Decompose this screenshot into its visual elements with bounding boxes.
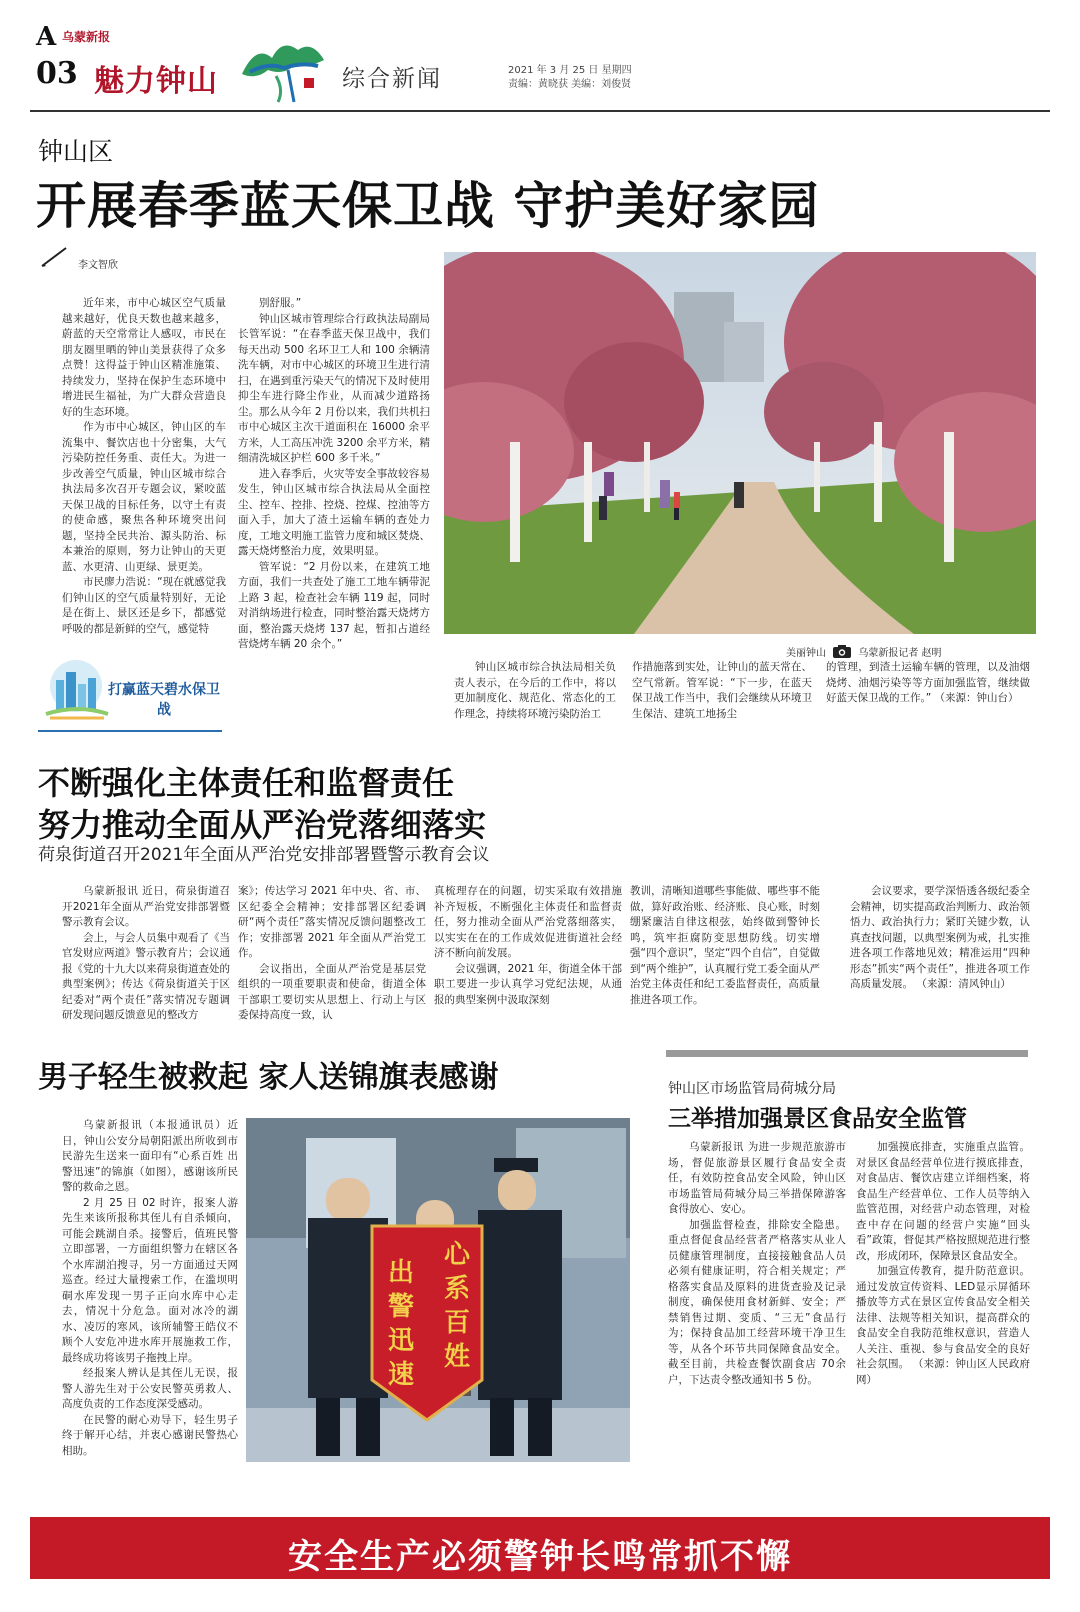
article4-kicker: 钟山区市场监管局荷城分局 [668, 1081, 836, 1097]
article4-headline: 三举措加强景区食品安全监管 [668, 1106, 967, 1132]
article1-headline: 开展春季蓝天保卫战 守护美好家园 [36, 177, 820, 235]
paragraph: 会议指出，全面从严治党是基层党组织的一项重要职责和使命，街道全体干部职工要切实从思想上、行动上与区委保持高度一致，认 [238, 962, 426, 1021]
date-line: 2021 年 3 月 25 日 星期四 [508, 65, 632, 76]
article1-kicker: 钟山区 [38, 137, 114, 166]
paragraph: 案》；传达学习 2021 年中央、省、市、区纪委全会精神；安排部署区纪委调研“两个责任”落实情况反馈问题整改工作；安排部署 2021 年全面从严治党工作。 [238, 885, 426, 959]
paragraph: 教训，清晰知道哪些事能做、哪些事不能做，算好政治账、经济账、良心账，时刻绷紧廉洁自律这根弦，始终做到警钟长鸣，筑牢拒腐防变思想防线。切实增强“四个意识”，坚定“四个自信”，自觉做到“两个维护”，认真履行党工委全面从严治党主体责任和纪工委监督责任，高质量推进各项工作。 [630, 885, 820, 1006]
article2-col2 [238, 884, 426, 1034]
article2-col4 [630, 884, 820, 1034]
editor-line: 责编：黄晓获 美编：刘俊贤 [508, 79, 632, 90]
paragraph: 会上，与会人员集中观看了《当官发财应两道》警示教育片；会议通报《党的十九大以来荷泉街道查处的典型案例》；传达《荷泉街道关于区纪委对“两个责任”落实情况专题调研发现问题反馈意见的整改方 [62, 931, 230, 1021]
paragraph: 管军说：“2 月份以来，在建筑工地方面，我们一共查处了施工工地车辆带泥上路 3 起，检查社会车辆 119 起，同时对消纳场进行检查，同时整治露天烧烤方面，整治露天烧烤 137 起，暂扣占道经营烧烤车辆 20 余个。” [238, 560, 430, 650]
paragraph: 进入春季后，火灾等安全事故较容易发生，钟山区城市综合执法局从全面控尘、控车、控排、控烧、控煤、控油等方面入手，加大了渣土运输车辆的查处力度，工地文明施工监管力度和城区焚烧、露天烧烤整治力度，效果明显。 [238, 467, 430, 557]
masthead-rule [30, 110, 1050, 112]
section-name: 综合新闻 [342, 66, 442, 92]
paragraph: 钟山区城市综合执法局相关负责人表示，在今后的工作中，将以更加制度化、规范化、常态化的工作理念，持续将环境污染防治工 [454, 661, 616, 720]
paragraph: 市民廖力浩说：“现在就感觉我们钟山区的空气质量特别好，无论是在街上、景区还是乡下，都感觉呼吸的都是新鲜的空气，感觉特 [62, 576, 226, 635]
photo-caption [786, 644, 942, 659]
article1-col1 [62, 296, 226, 641]
paragraph: 经报案人辨认是其侄儿无误，报警人游先生对于公安民警英勇救人、高度负责的工作态度深受感动。 [62, 1367, 238, 1410]
article1-col2 [238, 296, 430, 722]
page-title: 魅力钟山 [94, 64, 218, 99]
paragraph: 真梳理存在的问题，切实采取有效措施补齐短板，不断强化主体责任和监督责任，努力推动全面从严治党落细落实，以实实在在的工作成效促进街道社会经济不断向前发展。 [434, 885, 622, 959]
mountain-logo-icon [238, 24, 330, 106]
paragraph: 钟山区城市管理综合行政执法局副局长管军说：“在春季蓝天保卫战中，我们每天出动 500 名环卫工人和 100 余辆清洗车辆，对市中心城区的环境卫生进行清扫，在遇到重污染天气的情况下及时使用抑尘车进行降尘作业，从而减少道路扬尘。那么从今年 2 月份以来，我们共机扫市中心城区主次干道面积在 16000 余平方米，人工高压冲洗 3200 余平方米，精细清洗城区护栏 600 多千米。” [238, 312, 430, 464]
paragraph: 近年来，市中心城区空气质量越来越好，优良天数也越来越多，蔚蓝的天空常常让人感叹，市民在朋友圈里晒的钟山美景获得了众多点赞！这得益于钟山区精准施策、持续发力，坚持在保护生态环境中增进民生福祉，为广大群众营造良好的生态环境。 [62, 297, 226, 418]
cherry-blossom-park-photo [444, 252, 1036, 634]
article1-col4 [632, 660, 812, 732]
badge-label: 打赢蓝天碧水保卫战 [108, 682, 220, 718]
article2-col5 [850, 884, 1030, 1034]
article4-col2 [856, 1140, 1030, 1500]
issue-meta [508, 64, 632, 92]
police-pennant-photo [246, 1118, 630, 1462]
article4-col1 [668, 1140, 846, 1500]
paragraph: 作措施落到实处，让钟山的蓝天常在、空气常新。管军说：“下一步，在蓝天保卫战工作当中，我们会继续从环境卫生保洁、建筑工地扬尘 [632, 661, 812, 720]
page-letter: A [36, 22, 57, 52]
pennant-right-line: 心系百姓 [443, 1240, 470, 1372]
article4-top-bar [666, 1050, 1028, 1057]
paragraph: 在民警的耐心劝导下，轻生男子终于解开心结，并衷心感谢民警热心相助。 [62, 1413, 238, 1457]
article3-headline: 男子轻生被救起 家人送锦旗表感谢 [38, 1060, 499, 1095]
footer-banner [30, 1517, 1050, 1579]
paragraph: 加强摸底排查，实施重点监管。对景区食品经营单位进行摸底排查，对食品店、餐饮店建立详细档案，将食品生产经营单位、工作人员等纳入监管范围，对经营户动态管理，对检查中存在问题的经营户实施“回头看”政策，督促其严格按照规范进行整改，形成闭环，保障景区食品安全。 [856, 1141, 1030, 1262]
badge-rule [38, 730, 222, 732]
page-number: 03 [36, 56, 78, 91]
paragraph: 会议强调，2021 年，街道全体干部职工要进一步认真学习党纪法规，从通报的典型案例中汲取深刻 [434, 962, 622, 1006]
article2-subheadline: 荷泉街道召开2021年全面从严治党安排部署暨警示教育会议 [38, 845, 490, 865]
article2-col3 [434, 884, 622, 1034]
masthead [0, 0, 1080, 110]
pennant-left-line: 出警迅速 [387, 1258, 414, 1390]
paragraph: 加强监督检查，排除安全隐患。重点督促食品经营者严格落实从业人员健康管理制度，直接接触食品人员必须有健康证明，符合相关规定；严格落实食品及原料的进货查验及记录制度，确保使用食材新鲜、安全；严禁销售过期、变质、“三无”食品行为；保持食品加工经营环境干净卫生等，从各个环节共同保障食品安全。截至目前，共检查餐饮副食店 70余户，下达责令整改通知书 5 份。 [668, 1218, 846, 1386]
article1-byline: 李文智欣 [78, 260, 118, 271]
camera-icon [833, 645, 851, 658]
article2-headline-line1: 不断强化主体责任和监督责任 [38, 764, 455, 802]
caption-left: 美丽钟山 [786, 648, 826, 659]
paragraph: 别舒服。” [259, 297, 302, 309]
footer-banner-text: 安全生产必须警钟长鸣常抓不懈 [288, 1537, 792, 1577]
article3-col1 [62, 1118, 238, 1494]
article1-col3 [454, 660, 616, 732]
caption-right: 乌蒙新报记者 赵明 [858, 648, 942, 659]
paragraph: 作为市中心城区，钟山区的车流集中、餐饮店也十分密集，大气污染防控任务重、责任大。为进一步改善空气质量，钟山区城市综合执法局多次召开专题会议，紧咬蓝天保卫战的目标任务，以守土有责的使命感，聚焦各种环境突出问题，坚持全民共治、源头防治、标本兼治的原则，努力让钟山的天更蓝、水更清、山更绿、景更美。 [62, 421, 226, 573]
paragraph: 会议要求，要学深悟透各级纪委全会精神，切实提高政治判断力、政治领悟力、政治执行力；紧盯关键少数，认真查找问题，以典型案例为戒，扎实推进各项工作落地见效；精准运用“四种形态”抓实“两个责任”，推进各项工作高质量发展。 （来源：清风钟山） [850, 885, 1030, 990]
paper-name: 乌蒙新报 [62, 30, 111, 44]
article2-headline-line2: 努力推动全面从严治党落细落实 [38, 806, 487, 844]
paragraph: 乌蒙新报讯（本报通讯员）近日，钟山公安分局朝阳派出所收到市民游先生送来一面印有“心系百姓 出警迅速”的锦旗（如图），感谢该所民警的救命之恩。 [62, 1119, 238, 1193]
pen-icon [40, 246, 70, 268]
paragraph: 2 月 25 日 02 时许，报案人游先生来该所报称其侄儿有自杀倾向，可能会跳湖自杀。接警后，值班民警立即部署，一方面组织警力在辖区各个水库湖泊搜寻，另一方面通过天网巡查。经过大量搜索工作，在滥坝明硐水库发现一男子正向水库中心走去，情况十分危急。面对冰冷的湖水、凌厉的寒风，该所辅警王皓仪不顾个人安危冲进水库开展施救工作，最终成功将该男子拖拽上岸。 [62, 1196, 238, 1364]
paragraph: 乌蒙新报讯 为进一步规范旅游市场，督促旅游景区履行食品安全责任，有效防控食品安全风险，钟山区市场监管局荷城分局三举措保障游客食得放心、安心。 [668, 1141, 846, 1215]
article2-col1 [62, 884, 230, 1034]
paragraph: 乌蒙新报讯 近日，荷泉街道召开2021年全面从严治党安排部署暨警示教育会议。 [62, 885, 230, 928]
paragraph: 的管理，到渣土运输车辆的管理，以及油烟烧烤、油烟污染等等方面加强监管，继续做好蓝天保卫战的工作。” （来源：钟山台） [826, 661, 1030, 704]
article1-col5 [826, 660, 1030, 732]
paragraph: 加强宣传教育，提升防范意识。通过发放宣传资料、LED显示屏循环播放等方式在景区宣传食品安全相关法律、法规等相关知识，提高群众的食品安全自我防范维权意识，营造人人关注、重视、参与食品安全的良好社会氛围。 （来源：钟山区人民政府网） [856, 1265, 1030, 1386]
